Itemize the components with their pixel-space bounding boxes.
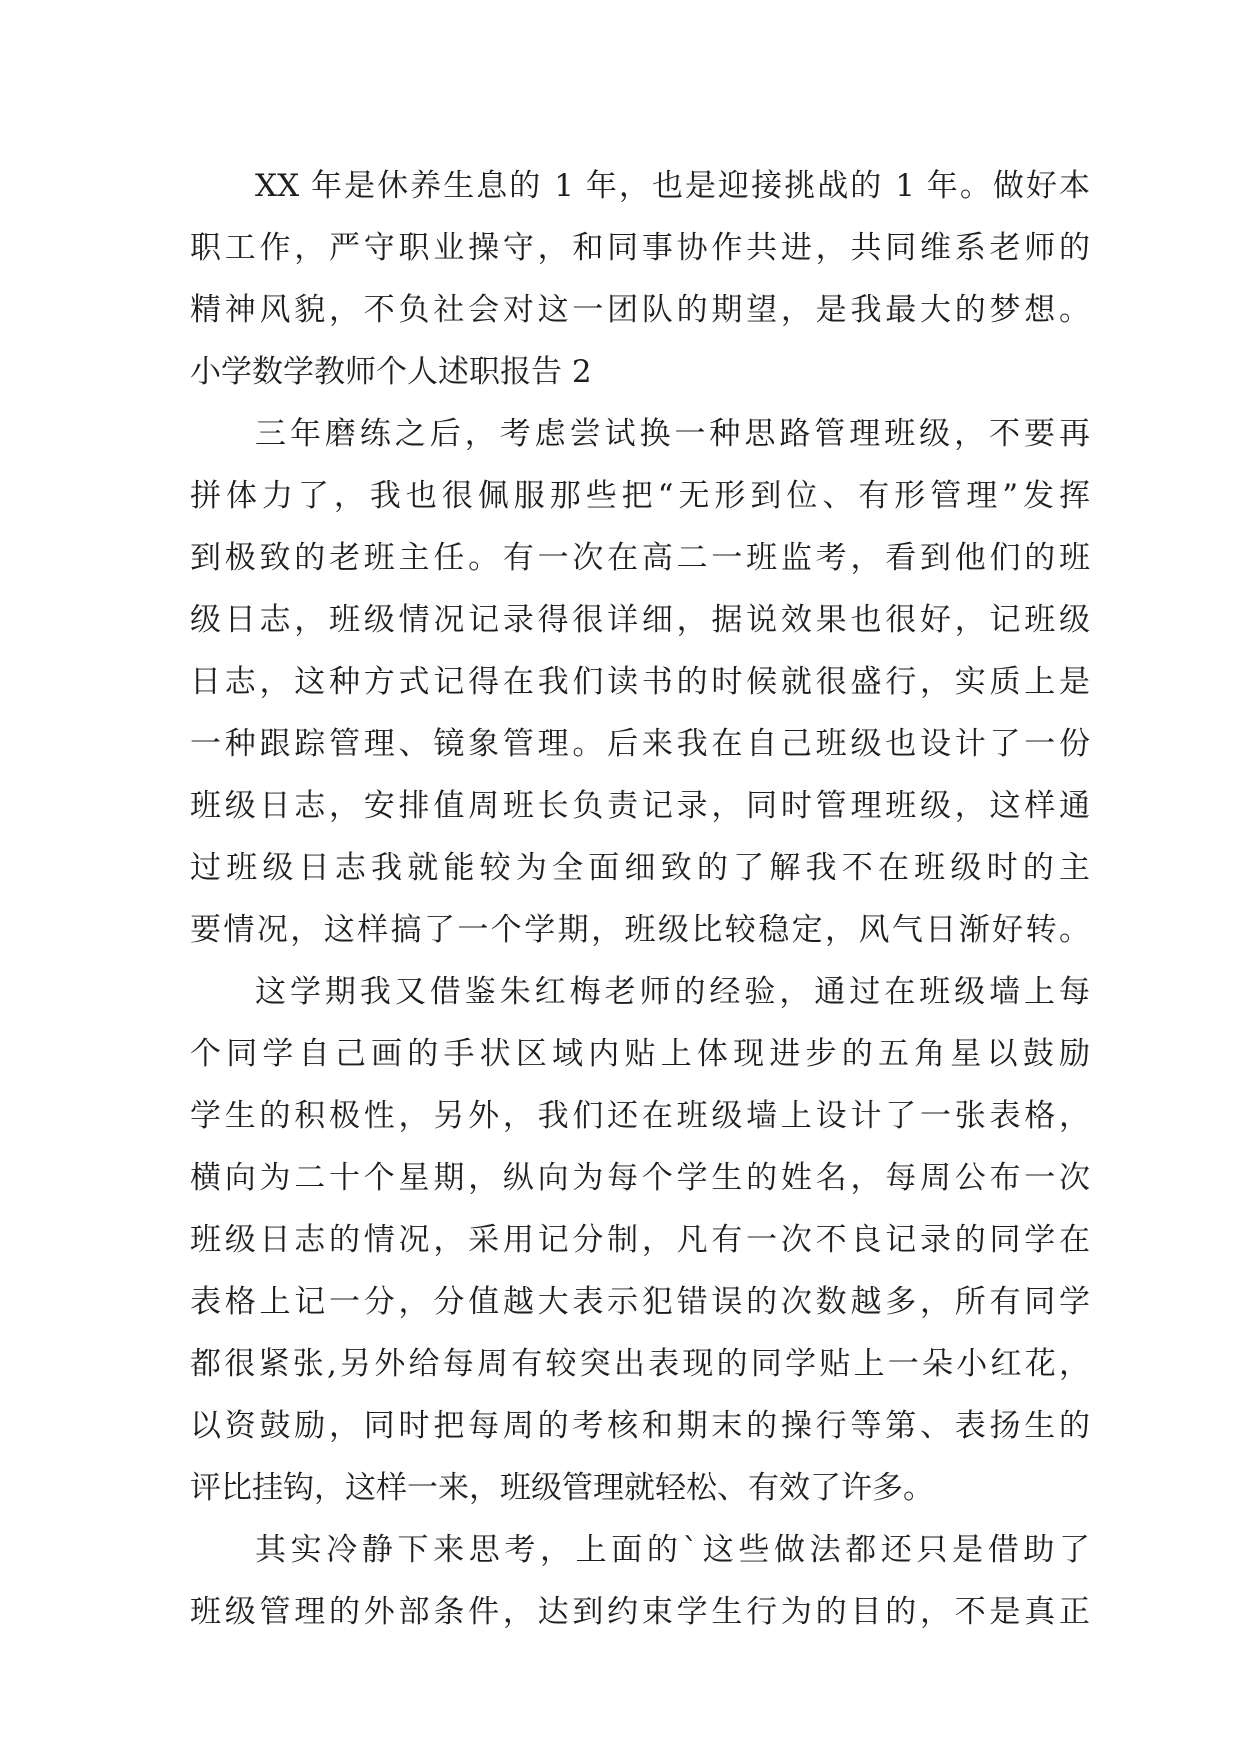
text-line: 精神风貌，不负社会对这一团队的期望，是我最大的梦想。: [190, 292, 1090, 328]
text-line: 班级管理的外部条件，达到约束学生行为的目的，不是真正: [190, 1594, 1090, 1630]
text-line: 级日志，班级情况记录得很详细，据说效果也很好，记班级: [190, 602, 1090, 638]
text-line: 都很紧张,另外给每周有较突出表现的同学贴上一朵小红花，: [190, 1346, 1090, 1382]
text-line: 评比挂钩，这样一来，班级管理就轻松、有效了许多。: [190, 1470, 934, 1506]
text-line: 一种跟踪管理、镜象管理。后来我在自己班级也设计了一份: [190, 726, 1090, 762]
text-line: 以资鼓励，同时把每周的考核和期末的操行等第、表扬生的: [190, 1408, 1090, 1444]
text-line: XX 年是休养生息的 1 年，也是迎接挑战的 1 年。做好本: [255, 168, 1090, 204]
section-heading: 小学数学教师个人述职报告 2: [190, 354, 592, 390]
text-line: 三年磨练之后，考虑尝试换一种思路管理班级，不要再: [255, 416, 1090, 452]
text-line: 要情况，这样搞了一个学期，班级比较稳定，风气日渐好转。: [190, 912, 1090, 948]
text-line: 过班级日志我就能较为全面细致的了解我不在班级时的主: [190, 850, 1090, 886]
text-line: 班级日志，安排值周班长负责记录，同时管理班级，这样通: [190, 788, 1090, 824]
text-line: 这学期我又借鉴朱红梅老师的经验，通过在班级墙上每: [255, 974, 1090, 1010]
text-line: 表格上记一分，分值越大表示犯错误的次数越多，所有同学: [190, 1284, 1090, 1320]
text-line: 其实冷静下来思考，上面的`这些做法都还只是借助了: [255, 1532, 1090, 1568]
text-line: 学生的积极性，另外，我们还在班级墙上设计了一张表格，: [190, 1098, 1090, 1134]
text-line: 个同学自己画的手状区域内贴上体现进步的五角星以鼓励: [190, 1036, 1090, 1072]
text-line: 班级日志的情况，采用记分制，凡有一次不良记录的同学在: [190, 1222, 1090, 1258]
text-line: 日志，这种方式记得在我们读书的时候就很盛行，实质上是: [190, 664, 1090, 700]
text-line: 职工作，严守职业操守，和同事协作共进，共同维系老师的: [190, 230, 1090, 266]
text-line: 到极致的老班主任。有一次在高二一班监考，看到他们的班: [190, 540, 1090, 576]
text-line: 横向为二十个星期，纵向为每个学生的姓名，每周公布一次: [190, 1160, 1090, 1196]
text-line: 拼体力了，我也很佩服那些把“无形到位、有形管理”发挥: [190, 478, 1090, 514]
